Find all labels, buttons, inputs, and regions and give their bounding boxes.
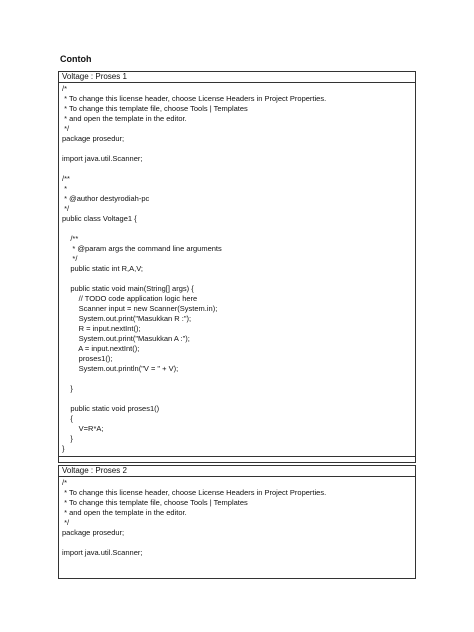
code-line: [62, 144, 415, 154]
code-line: package prosedur;: [62, 528, 125, 537]
code-line: * and open the template in the editor.: [62, 114, 187, 123]
code-block: [59, 477, 415, 578]
code-line: * To change this template file, choose Tools | Templates: [62, 498, 248, 507]
code-line: * and open the template in the editor.: [62, 508, 187, 517]
code-line: [62, 164, 415, 174]
code-line: }: [62, 384, 73, 393]
code-box-title: Voltage : Proses 1: [59, 72, 415, 83]
code-line: * @param args the command line arguments: [62, 244, 222, 253]
code-line: * @author destyrodiah-pc: [62, 194, 150, 203]
code-line: */: [62, 518, 70, 527]
code-line: * To change this license header, choose License Headers in Project Properties.: [62, 488, 327, 497]
code-line: // TODO code application logic here: [62, 294, 198, 303]
code-box-footer-row: [59, 456, 415, 462]
code-line: Scanner input = new Scanner(System.in);: [62, 304, 218, 313]
code-line: public static void proses1(): [62, 404, 160, 413]
code-box-title: Voltage : Proses 2: [59, 466, 415, 477]
code-line: public static int R,A,V;: [62, 264, 144, 273]
code-line: * To change this template file, choose Tools | Templates: [62, 104, 248, 113]
code-line: }: [62, 444, 65, 453]
code-line: }: [62, 434, 73, 443]
page-heading: Contoh: [60, 54, 92, 64]
code-line: /*: [62, 84, 68, 93]
code-line: import java.util.Scanner;: [62, 548, 143, 557]
code-line: System.out.print("Masukkan R :");: [62, 314, 192, 323]
code-line: public static void main(String[] args) {: [62, 284, 194, 293]
code-line: [62, 224, 415, 234]
code-line: [62, 374, 415, 384]
code-line: * To change this license header, choose License Headers in Project Properties.: [62, 94, 327, 103]
code-block: [59, 83, 415, 456]
code-line: /**: [62, 234, 79, 243]
code-line: [62, 538, 415, 548]
code-line: public class Voltage1 {: [62, 214, 137, 223]
code-line: proses1();: [62, 354, 113, 363]
code-box-proses-1: [58, 71, 416, 463]
code-line: /**: [62, 174, 70, 183]
code-line: /*: [62, 478, 68, 487]
code-line: */: [62, 254, 78, 263]
code-line: package prosedur;: [62, 134, 125, 143]
code-line: System.out.println("V = " + V);: [62, 364, 179, 373]
code-line: import java.util.Scanner;: [62, 154, 143, 163]
code-box-proses-2: [58, 465, 416, 579]
code-line: */: [62, 124, 70, 133]
code-line: A = input.nextInt();: [62, 344, 140, 353]
code-line: System.out.print("Masukkan A :");: [62, 334, 190, 343]
code-line: */: [62, 204, 70, 213]
code-line: [62, 394, 415, 404]
code-line: {: [62, 414, 73, 423]
code-line: R = input.nextInt();: [62, 324, 141, 333]
code-line: [62, 274, 415, 284]
code-line: *: [62, 184, 68, 193]
code-line: V=R*A;: [62, 424, 104, 433]
